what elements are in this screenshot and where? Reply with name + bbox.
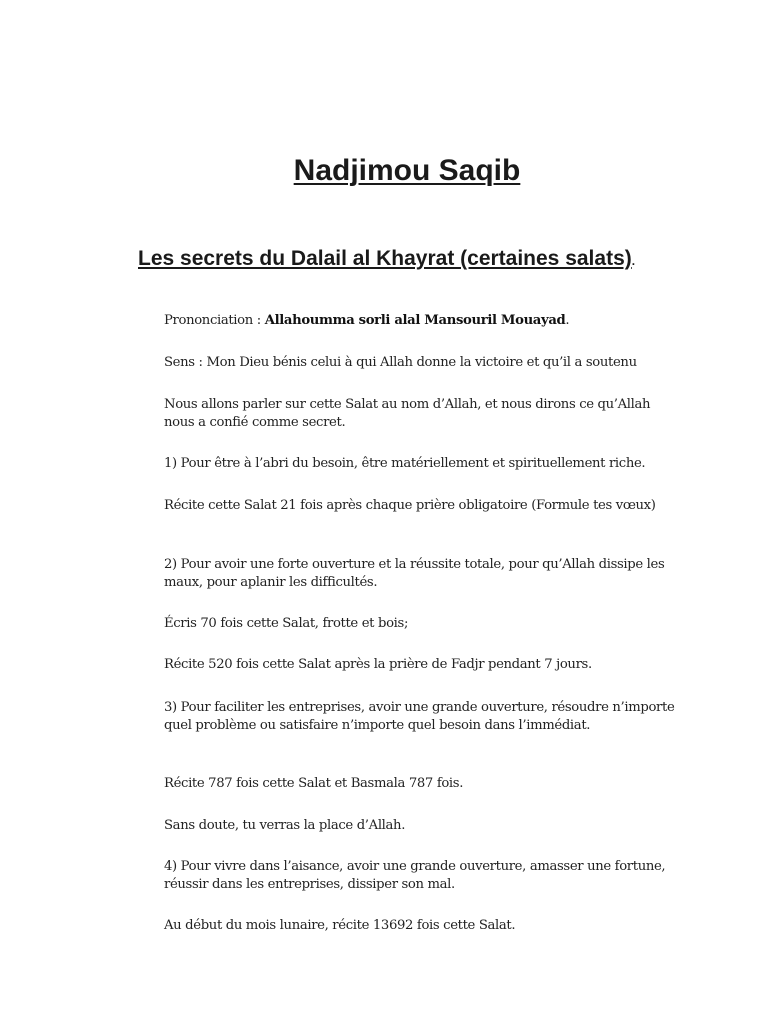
page-title: Nadjimou Saqib: [293, 154, 521, 187]
paragraph-meaning: Sens : Mon Dieu bénis celui à qui Allah donne la victoire et qu’il a soutenu: [164, 355, 637, 370]
pronunciation-end: .: [565, 313, 570, 328]
paragraph-intro: Nous allons parler sur cette Salat au nom d’Allah, et nous dirons ce qu’Allah nous a confié comme secret.: [164, 397, 651, 430]
paragraph-instruction-4: Au début du mois lunaire, récite 13692 fois cette Salat.: [164, 918, 516, 933]
paragraph-point-2: 2) Pour avoir une forte ouverture et la réussite totale, pour qu’Allah dissipe les maux, pour aplanir les difficultés.: [164, 557, 665, 590]
paragraph-point-1: 1) Pour être à l’abri du besoin, être matériellement et spirituellement riche.: [164, 456, 646, 471]
section-heading-text: Les secrets du Dalail al Khayrat (certaines salats): [138, 247, 632, 270]
pronunciation-formula: Allahoumma sorli alal Mansouril Mouayad: [264, 313, 566, 328]
paragraph-instruction-2b: Récite 520 fois cette Salat après la prière de Fadjr pendant 7 jours.: [164, 657, 592, 672]
paragraph-instruction-1: Récite cette Salat 21 fois après chaque prière obligatoire (Formule tes vœux): [164, 498, 656, 513]
section-heading-period: .: [631, 254, 636, 268]
pronunciation-paragraph: [164, 312, 684, 330]
pronunciation-label: Prononciation :: [164, 313, 265, 328]
section-heading: [138, 246, 658, 274]
paragraph-point-3: 3) Pour faciliter les entreprises, avoir une grande ouverture, résoudre n’importe quel problème ou satisfaire n’importe quel besoin dans l’immédiat.: [164, 700, 675, 733]
paragraph-instruction-2a: Écris 70 fois cette Salat, frotte et bois;: [164, 616, 409, 631]
paragraph-note: Sans doute, tu verras la place d’Allah.: [164, 818, 406, 833]
paragraph-point-4: 4) Pour vivre dans l’aisance, avoir une grande ouverture, amasser une fortune, réussir dans les entreprises, dissiper son mal.: [164, 859, 666, 892]
paragraph-instruction-3: Récite 787 fois cette Salat et Basmala 787 fois.: [164, 776, 464, 791]
